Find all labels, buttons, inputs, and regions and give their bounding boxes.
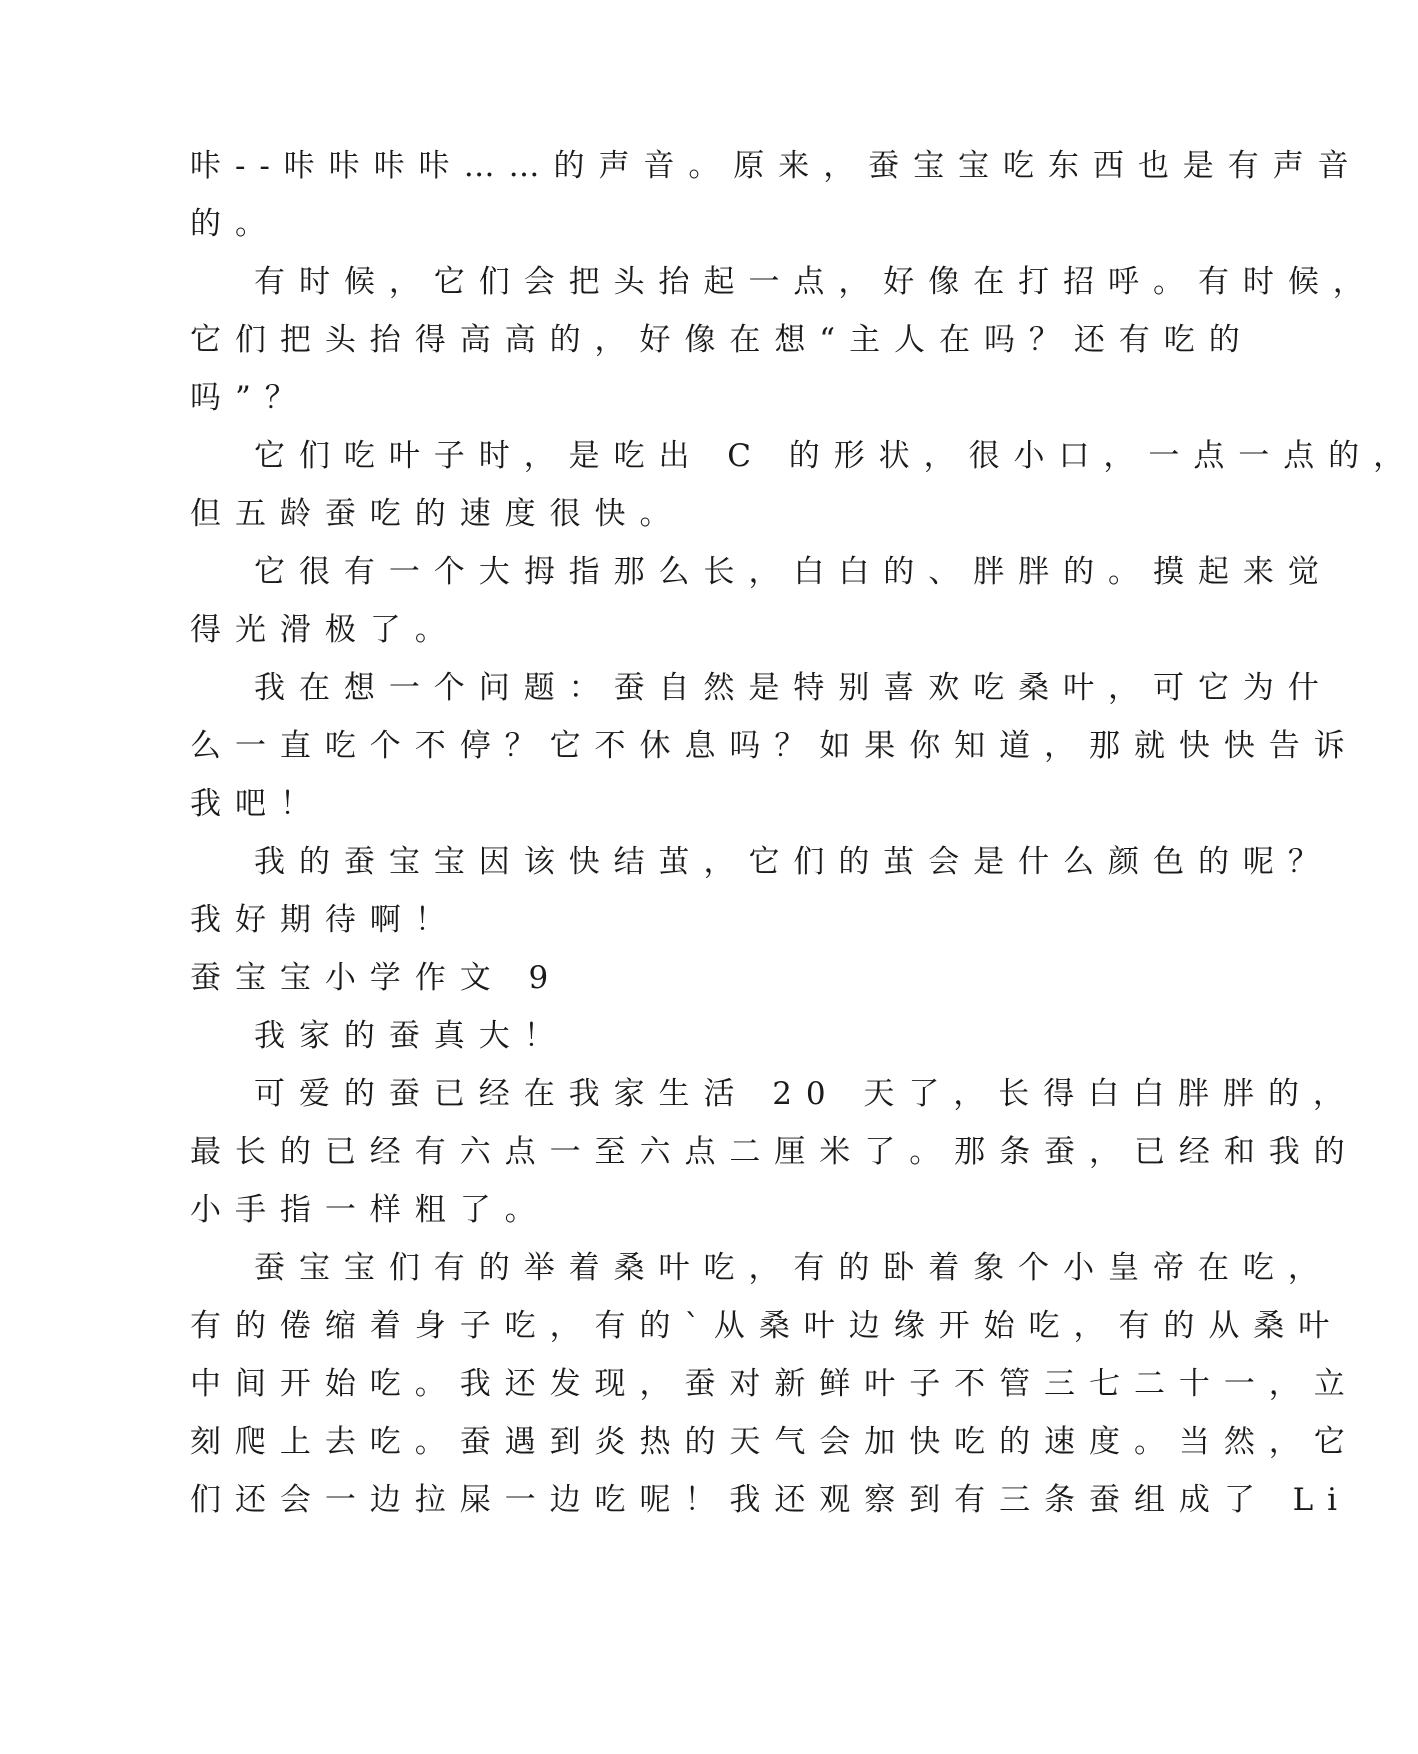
text-line: 有时候，它们会把头抬起一点，好像在打招呼。有时候，: [254, 264, 1378, 300]
text-line: 中间开始吃。我还发现，蚕对新鲜叶子不管三七二十一，立: [190, 1366, 1359, 1402]
text-line: 但五龄蚕吃的速度很快。: [190, 496, 685, 532]
text-line: 得光滑极了。: [190, 612, 460, 648]
text-line: 吗”？: [190, 380, 310, 416]
text-line: 它很有一个大拇指那么长，白白的、胖胖的。摸起来觉: [254, 554, 1333, 590]
text-line: 小手指一样粗了。: [190, 1192, 550, 1228]
section-title: 蚕宝宝小学作文 9: [190, 960, 563, 996]
text-line: 有的倦缩着身子吃，有的`从桑叶边缘开始吃，有的从桑叶: [190, 1308, 1344, 1344]
text-line: 我好期待啊！: [190, 902, 460, 938]
text-line: 我家的蚕真大！: [254, 1018, 569, 1054]
body-text: [190, 137, 1418, 1529]
text-line: 最长的已经有六点一至六点二厘米了。那条蚕，已经和我的: [190, 1134, 1359, 1170]
text-line: 我的蚕宝宝因该快结茧，它们的茧会是什么颜色的呢？: [254, 844, 1333, 880]
text-line: 蚕宝宝们有的举着桑叶吃，有的卧着象个小皇帝在吃，: [254, 1250, 1333, 1286]
text-line: 的。: [190, 206, 280, 242]
text-line: 刻爬上去吃。蚕遇到炎热的天气会加快吃的速度。当然，它: [190, 1424, 1359, 1460]
text-line: 们还会一边拉屎一边吃呢！我还观察到有三条蚕组成了 Li: [190, 1482, 1352, 1518]
text-line: 它们吃叶子时，是吃出 C 的形状，很小口，一点一点的，: [254, 438, 1418, 474]
text-line: 可爱的蚕已经在我家生活 20 天了，长得白白胖胖的，: [254, 1076, 1358, 1112]
text-line: 么一直吃个不停？它不休息吗？如果你知道，那就快快告诉: [190, 728, 1359, 764]
text-line: 我在想一个问题：蚕自然是特别喜欢吃桑叶，可它为什: [254, 670, 1333, 706]
text-line: 我吧！: [190, 786, 325, 822]
text-line: 咔--咔咔咔咔……的声音。原来，蚕宝宝吃东西也是有声音: [190, 148, 1363, 184]
text-line: 它们把头抬得高高的，好像在想“主人在吗？还有吃的: [190, 322, 1254, 358]
